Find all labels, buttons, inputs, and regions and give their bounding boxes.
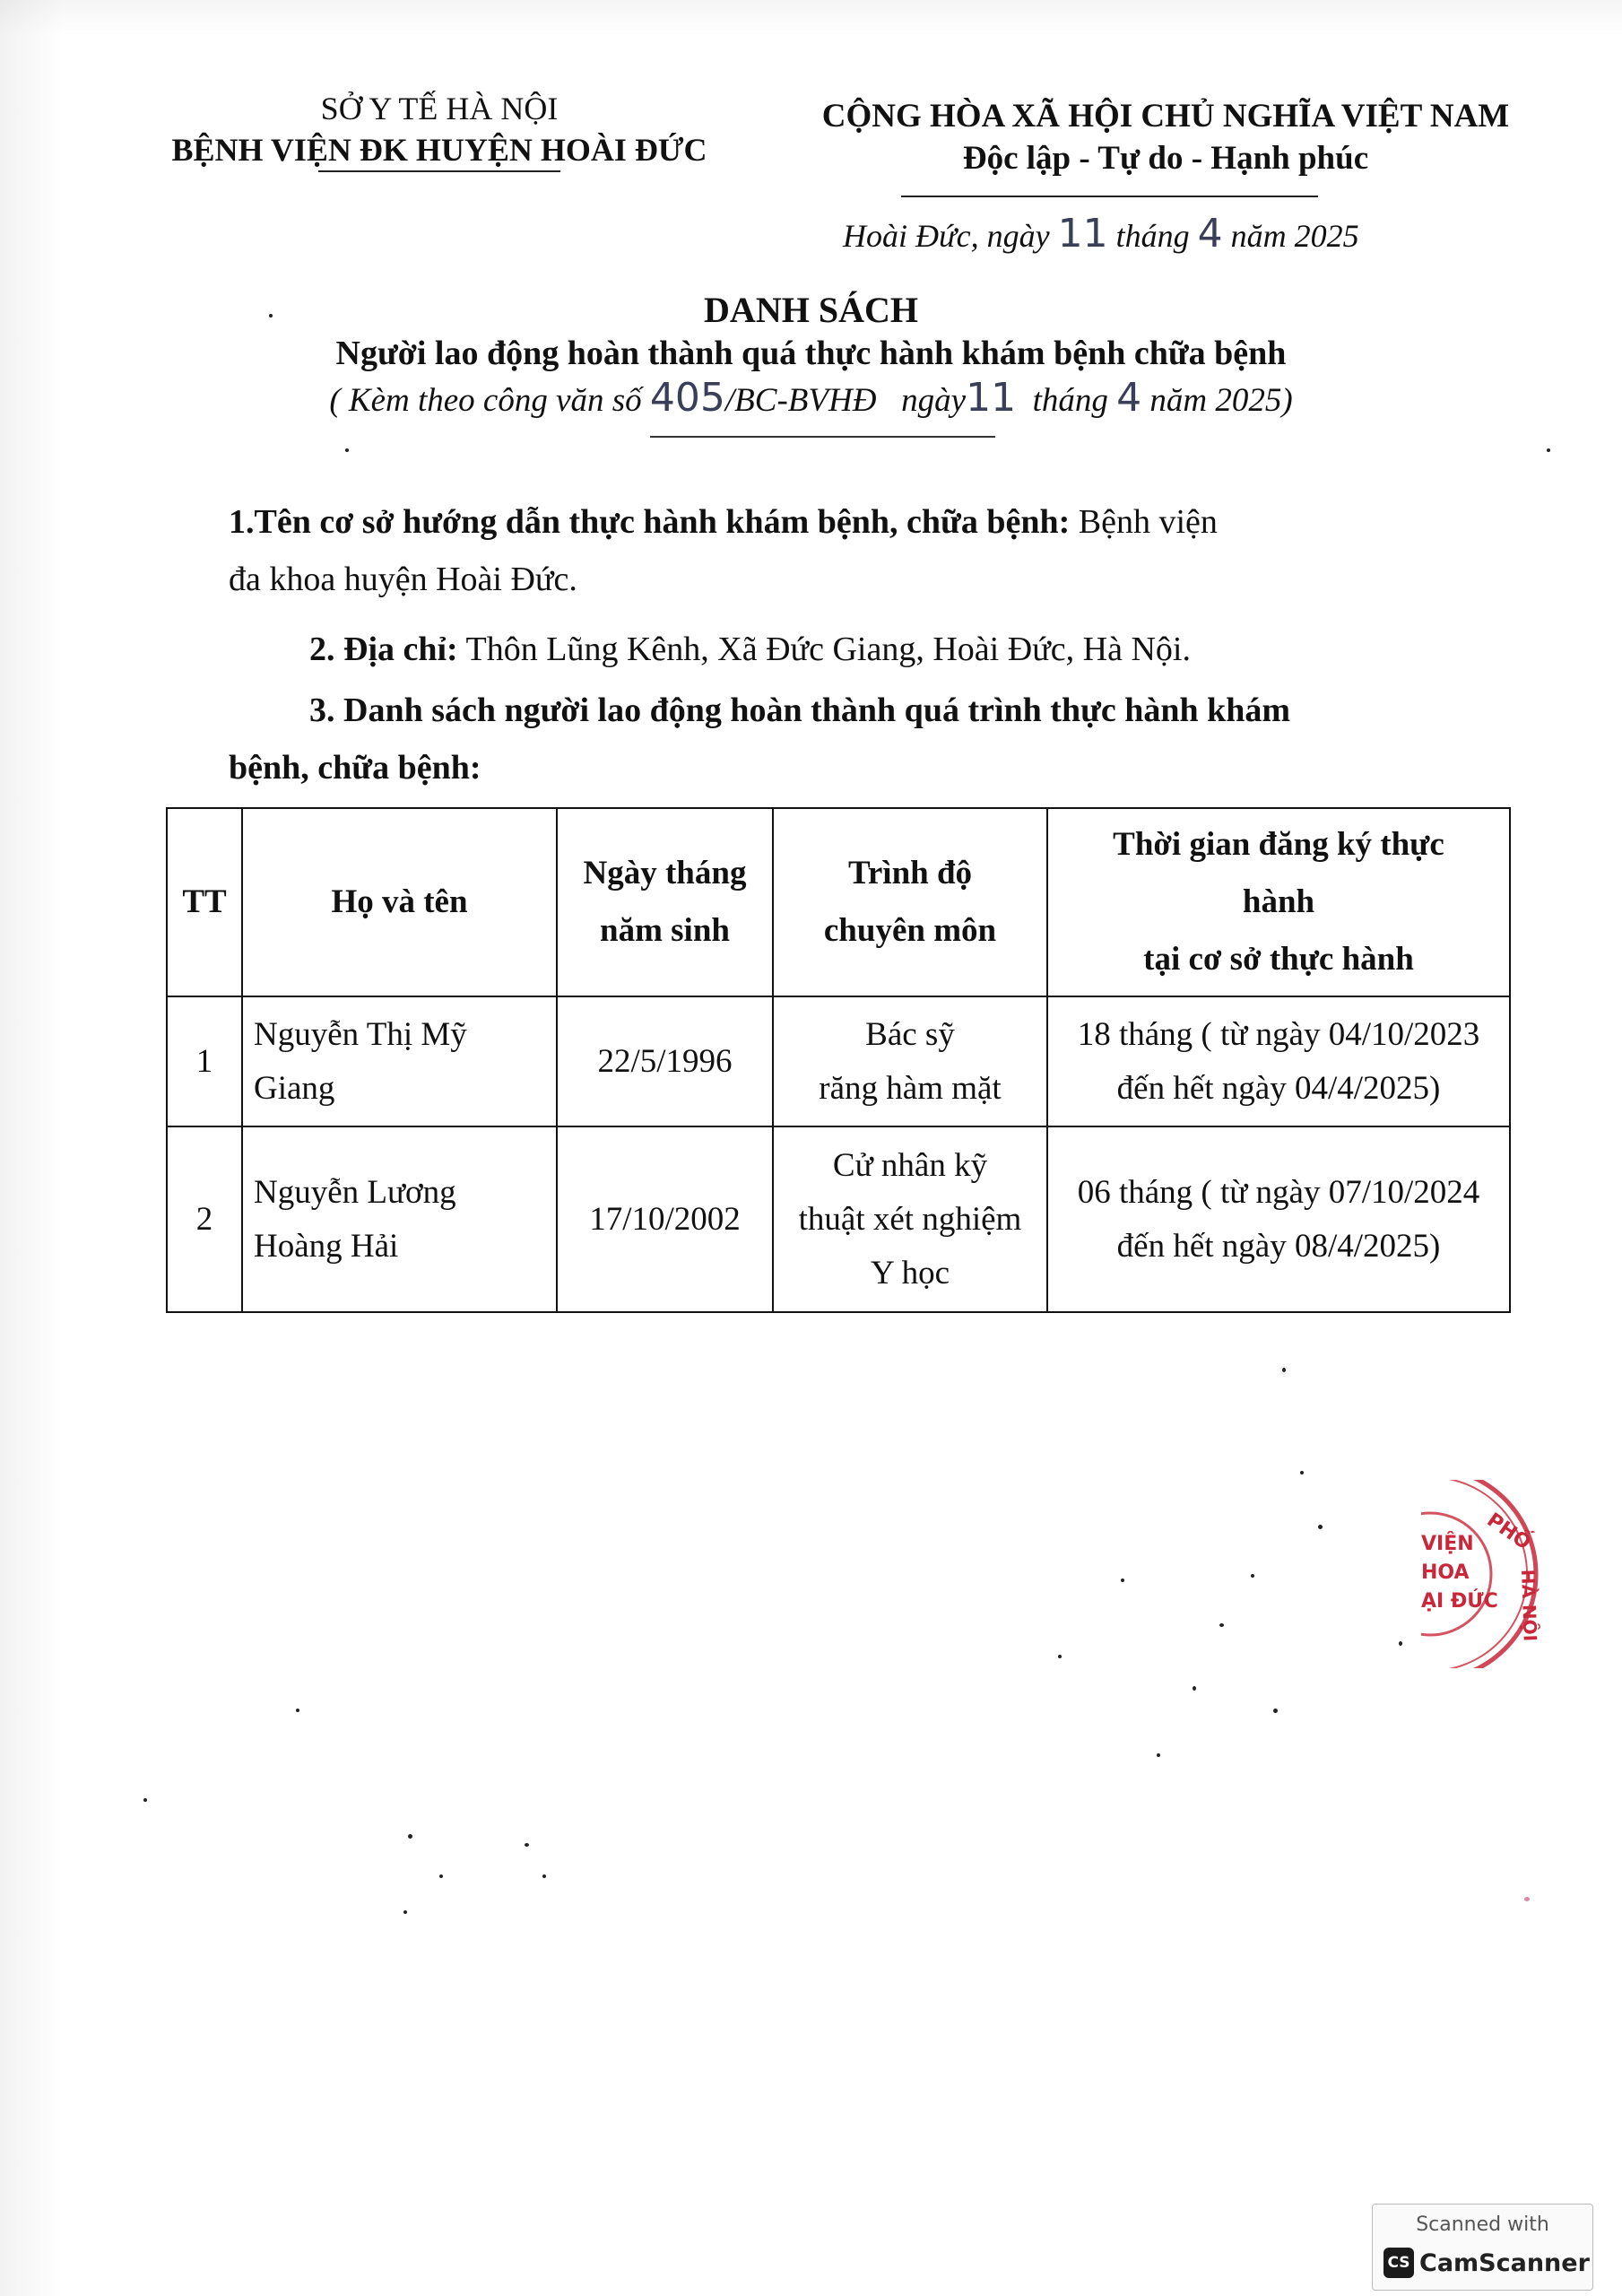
date-month-label: tháng — [1115, 218, 1190, 254]
table-row — [167, 996, 1510, 1126]
scan-speck — [1157, 1753, 1160, 1757]
seal-line1: VIỆN — [1421, 1533, 1474, 1555]
cell-time-line1: 06 tháng ( từ ngày 07/10/2024 — [1077, 1173, 1480, 1211]
ref-day-label: ngày — [901, 382, 967, 419]
scan-speck — [1193, 1686, 1196, 1691]
scan-speck — [143, 1798, 147, 1802]
seal-graphic — [1421, 1480, 1556, 1668]
cell-name-line1: Nguyễn Thị Mỹ — [254, 1015, 467, 1053]
scan-speck — [269, 314, 273, 317]
cell-dob: 17/10/2002 — [557, 1126, 773, 1312]
scan-speck — [1399, 1641, 1402, 1646]
cell-tt: 1 — [167, 996, 242, 1126]
scan-speck — [1300, 1471, 1304, 1474]
header-dob — [557, 808, 773, 996]
scan-top-shadow — [0, 0, 1622, 36]
date-month-handwritten: 4 — [1197, 211, 1223, 257]
table-row — [167, 1126, 1510, 1312]
header-practice-time — [1047, 808, 1510, 996]
date-line — [843, 211, 1359, 257]
camscanner-logo-icon: CS — [1383, 2248, 1414, 2278]
document-subtitle: Người lao động hoàn thành quá thực hành khám bệnh chữa bệnh — [335, 335, 1287, 372]
scan-speck — [403, 1910, 407, 1914]
document-reference — [0, 375, 1622, 421]
scan-speck — [1318, 1525, 1323, 1529]
date-year: năm 2025 — [1230, 218, 1359, 254]
header-dob-line1: Ngày tháng — [583, 855, 747, 891]
cell-name-line2: Giang — [254, 1069, 335, 1107]
scan-speck — [1121, 1578, 1124, 1582]
ref-month-label: tháng — [1032, 382, 1108, 419]
ref-day-handwritten: 11 — [966, 375, 1017, 421]
issuer-hospital: BỆNH VIỆN ĐK HUYỆN HOÀI ĐỨC — [171, 132, 707, 168]
motto-underline — [901, 196, 1318, 197]
issuer-block — [134, 90, 744, 169]
scan-speck — [1547, 448, 1550, 452]
header-time-line3: tại cơ sở thực hành — [1143, 941, 1414, 978]
cell-qual-line1: Cử nhân kỹ — [832, 1146, 988, 1184]
issuer-department: SỞ Y TẾ HÀ NỘI — [320, 91, 559, 126]
seal-line2: HOA — [1421, 1561, 1470, 1584]
scan-speck — [1524, 1897, 1530, 1901]
scan-speck — [408, 1834, 412, 1839]
section-3-continuation: bệnh, chữa bệnh: — [229, 749, 481, 787]
country-name: CỘNG HÒA XÃ HỘI CHỦ NGHĨA VIỆT NAM — [821, 98, 1510, 135]
header-time-line1: Thời gian đăng ký thực — [1113, 826, 1444, 863]
section-1-value: Bệnh viện — [1078, 503, 1218, 541]
seal-text-right: HÀ NỘI — [1517, 1569, 1541, 1642]
ref-month-handwritten: 4 — [1116, 375, 1142, 421]
header-name: Họ và tên — [242, 808, 557, 996]
scan-speck — [1282, 1368, 1286, 1372]
seal-text-top: PHỐ — [1482, 1509, 1535, 1555]
cell-time-line2: đến hết ngày 04/4/2025) — [1116, 1069, 1441, 1107]
cell-practice-time — [1047, 1126, 1510, 1312]
cell-qual-line2: thuật xét nghiệm — [798, 1200, 1022, 1238]
ref-number-handwritten: 405 — [649, 375, 725, 421]
trainee-table — [166, 807, 1511, 1313]
watermark-brand: CamScanner — [1419, 2249, 1590, 2277]
cell-name-line2: Hoàng Hải — [254, 1227, 399, 1265]
ref-prefix: ( Kèm theo công văn số — [329, 382, 642, 419]
cell-name — [242, 1126, 557, 1312]
section-2-label: 2. Địa chỉ: — [309, 631, 458, 668]
section-1-label: 1.Tên cơ sở hướng dẫn thực hành khám bệnh, chữa bệnh: — [229, 503, 1071, 541]
scan-speck — [1251, 1574, 1254, 1578]
header-qual-line1: Trình độ — [847, 855, 973, 891]
camscanner-watermark — [1372, 2204, 1593, 2291]
issuer-underline — [318, 170, 560, 172]
section-1 — [229, 493, 1412, 551]
scan-speck — [345, 448, 349, 452]
header-qualification — [773, 808, 1047, 996]
section-3: 3. Danh sách người lao động hoàn thành quá trình thực hành khám — [309, 691, 1291, 729]
date-prefix: Hoài Đức, ngày — [843, 218, 1050, 254]
header-dob-line2: năm sinh — [600, 912, 730, 949]
scan-speck — [1273, 1709, 1278, 1713]
header-tt: TT — [167, 808, 242, 996]
scan-speck — [542, 1874, 546, 1878]
cell-qual-line1: Bác sỹ — [865, 1015, 955, 1053]
cell-time-line1: 18 tháng ( từ ngày 04/10/2023 — [1077, 1015, 1480, 1053]
watermark-caption: Scanned with — [1416, 2213, 1549, 2236]
cell-qual-line3: Y học — [870, 1254, 950, 1292]
reference-underline — [650, 436, 995, 438]
scan-speck — [439, 1874, 443, 1878]
section-1-continuation: đa khoa huyện Hoài Đức. — [229, 561, 577, 598]
ref-code: /BC-BVHĐ — [724, 382, 877, 419]
national-motto-block — [771, 97, 1560, 178]
cell-name-line1: Nguyễn Lương — [254, 1173, 456, 1211]
date-day-handwritten: 11 — [1057, 211, 1108, 257]
cell-name — [242, 996, 557, 1126]
seal-line3: ẠI ĐỨC — [1421, 1590, 1498, 1613]
header-time-line2: hành — [1242, 883, 1315, 920]
cell-practice-time — [1047, 996, 1510, 1126]
cell-qual-line2: răng hàm mặt — [819, 1069, 1002, 1107]
cell-time-line2: đến hết ngày 08/4/2025) — [1116, 1227, 1441, 1265]
cell-qualification — [773, 1126, 1047, 1312]
hospital-seal-stamp — [1421, 1480, 1556, 1668]
scan-speck — [296, 1709, 299, 1712]
table-header-row — [167, 808, 1510, 996]
scan-speck — [1058, 1655, 1062, 1658]
scan-speck — [1219, 1623, 1224, 1627]
cell-dob: 22/5/1996 — [557, 996, 773, 1126]
section-2-value: Thôn Lũng Kênh, Xã Đức Giang, Hoài Đức, Hà Nội. — [465, 631, 1191, 668]
section-2 — [309, 621, 1191, 678]
scan-speck — [525, 1843, 529, 1847]
ref-year: năm 2025) — [1149, 382, 1293, 419]
national-motto: Độc lập - Tự do - Hạnh phúc — [962, 140, 1369, 177]
document-title: DANH SÁCH — [704, 290, 918, 330]
header-qual-line2: chuyên môn — [823, 912, 997, 949]
cell-qualification — [773, 996, 1047, 1126]
cell-tt: 2 — [167, 1126, 242, 1312]
